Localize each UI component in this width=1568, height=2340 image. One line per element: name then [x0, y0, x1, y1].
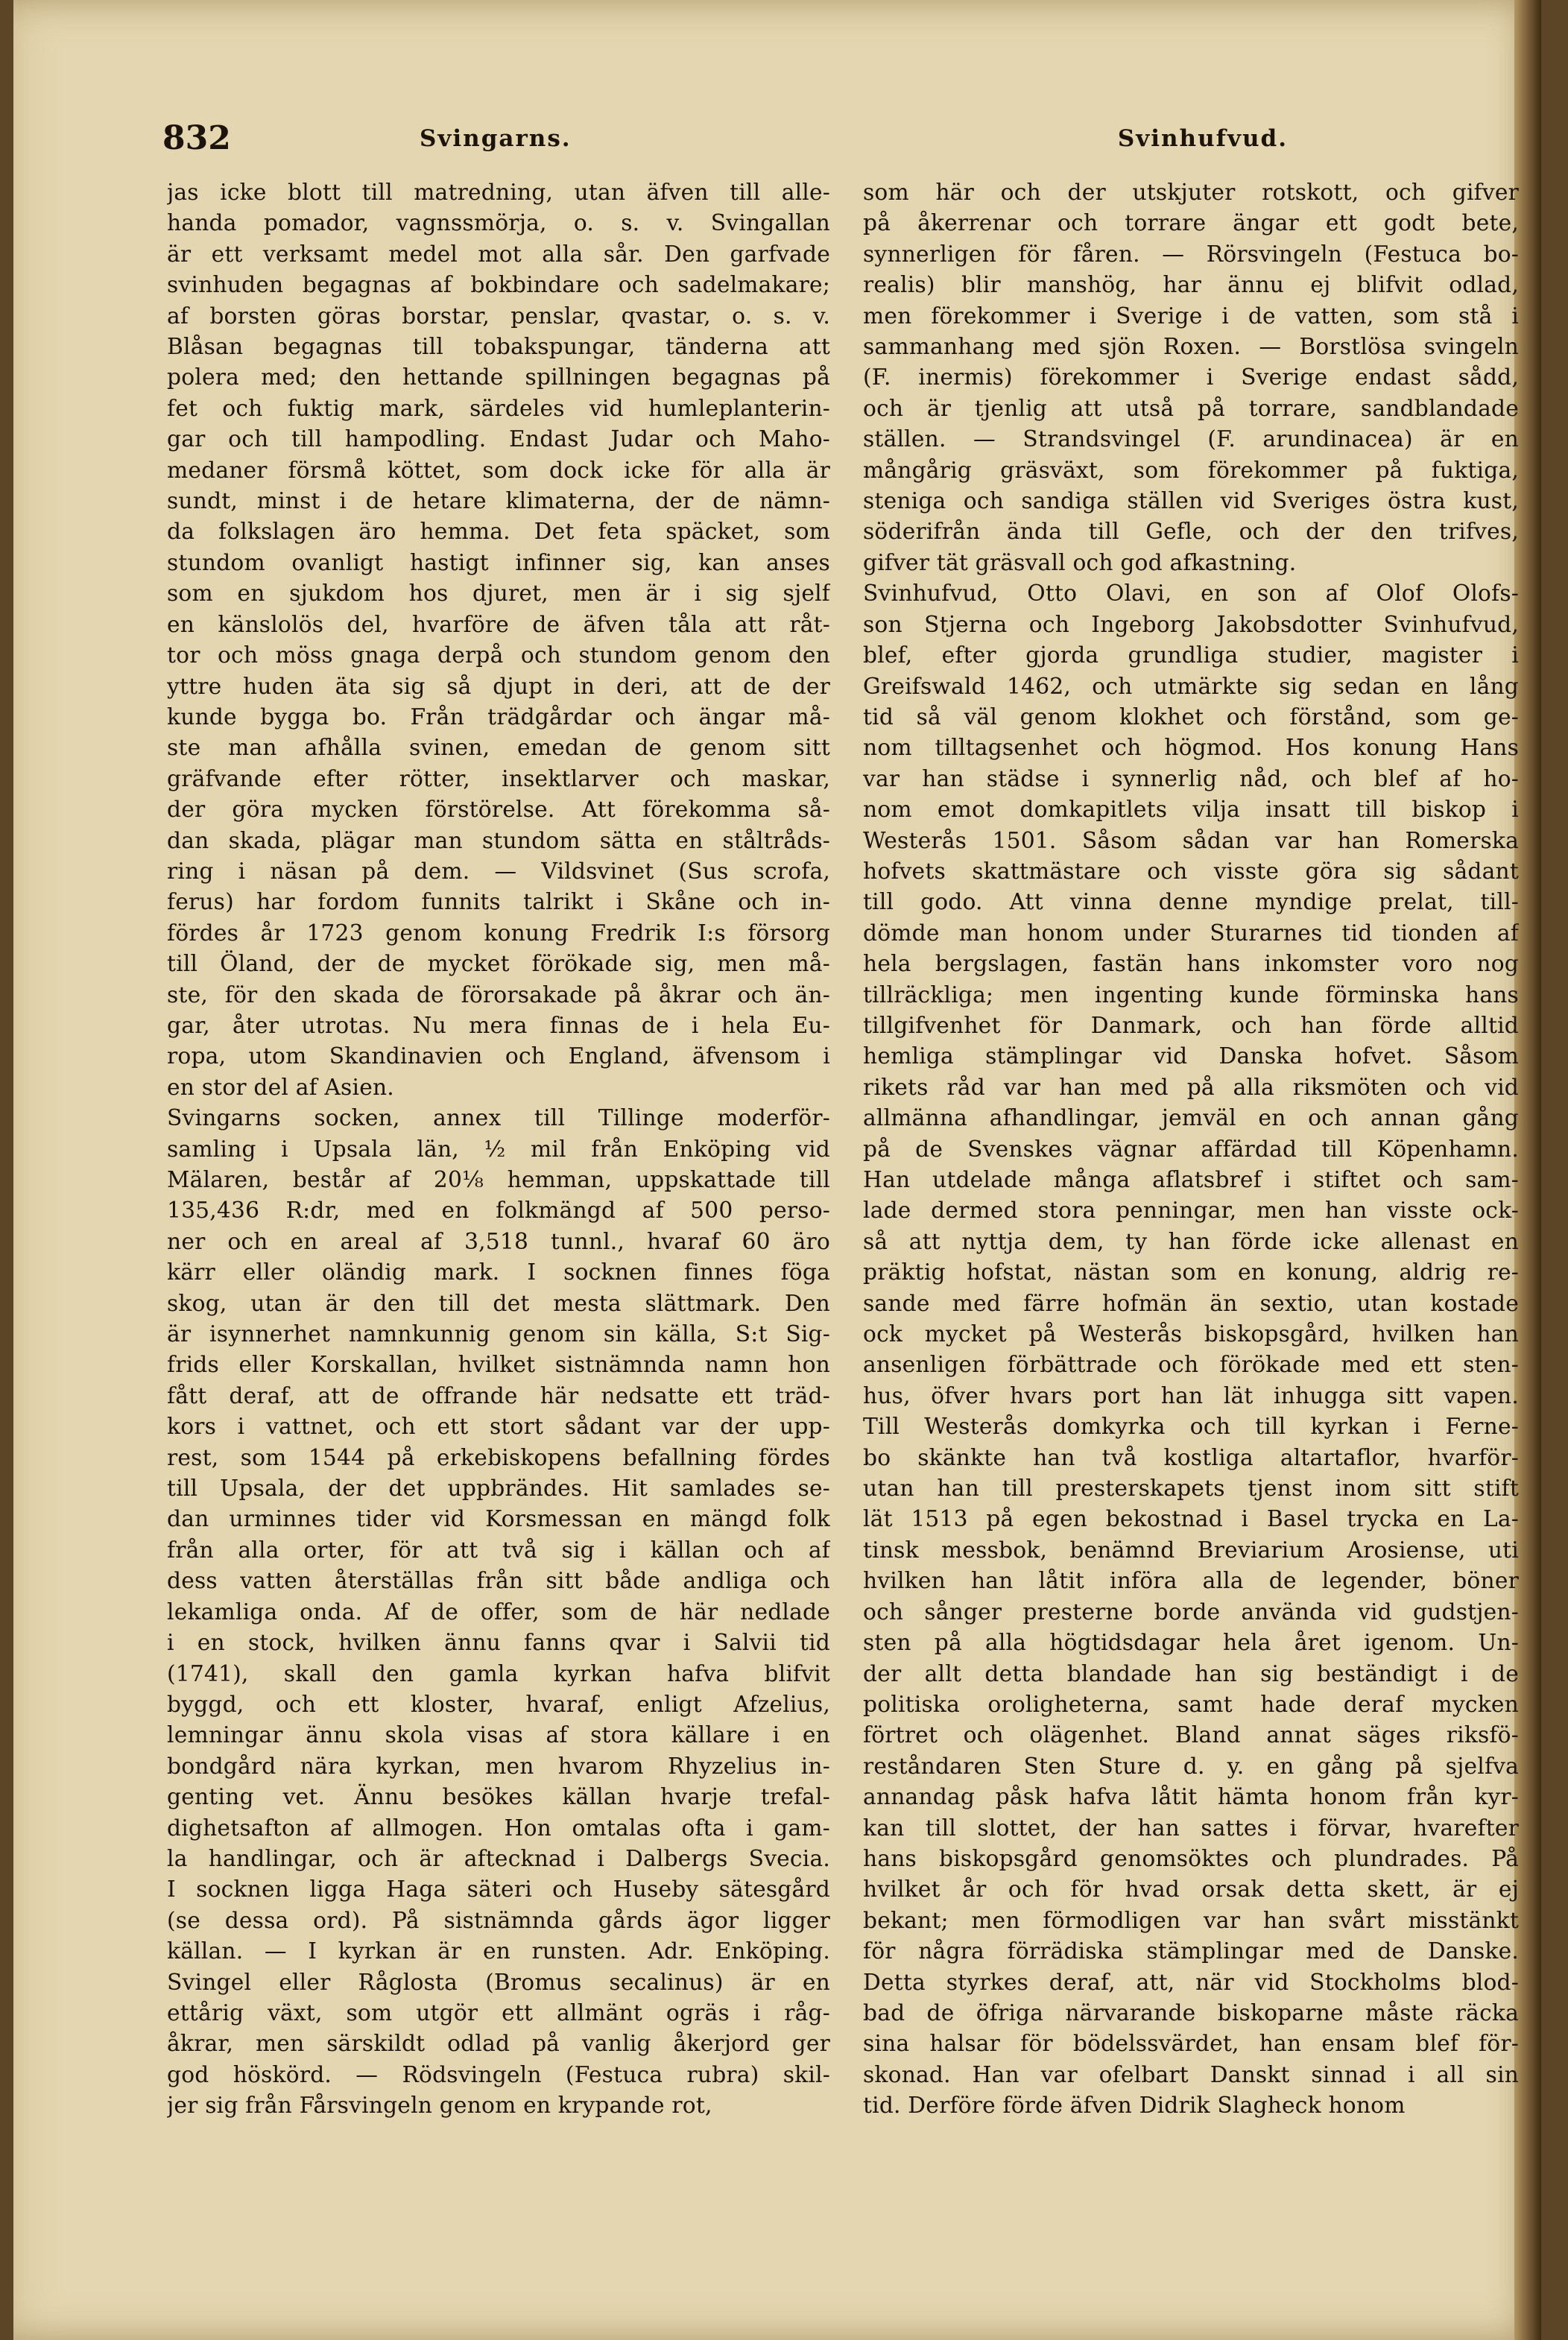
text-line: ste man afhålla svinen, emedan de genom sitt [167, 735, 830, 762]
text-line: fått deraf, att de offrande här nedsatte ett träd- [167, 1382, 830, 1409]
text-line: rikets råd var han med på alla riksmöten och vid [863, 1074, 1519, 1101]
text-line: sande med färre hofmän än sextio, utan kostade [863, 1290, 1519, 1317]
text-line: blef, efter gjorda grundliga studier, magister i [863, 642, 1519, 669]
text-line: jas icke blott till matredning, utan äfven till alle- [167, 180, 830, 206]
text-line: Svingarns socken, annex till Tillinge moderför- [167, 1105, 830, 1132]
text-line: tillräckliga; men ingenting kunde förminska hans [863, 981, 1519, 1008]
text-line: bondgård nära kyrkan, men hvarom Rhyzelius in- [167, 1753, 830, 1780]
text-line: till Upsala, der det uppbrändes. Hit samlades se- [167, 1476, 830, 1502]
text-line: handa pomador, vagnssmörja, o. s. v. Svingallan [167, 210, 830, 237]
text-line: genting vet. Ännu besökes källan hvarje trefal- [167, 1784, 830, 1811]
text-line: tinsk messbok, benämnd Breviarium Arosiense, uti [863, 1537, 1519, 1563]
text-line: hvilket år och för hvad orsak detta skett, är ej [863, 1876, 1519, 1903]
text-line: polera med; den hettande spillningen begagnas på [167, 364, 830, 391]
text-line: hus, öfver hvars port han lät inhugga sitt vapen. [863, 1382, 1519, 1409]
text-line: la handlingar, och är aftecknad i Dalbergs Svecia. [167, 1845, 830, 1872]
text-line: söderifrån ända till Gefle, och der den trifves, [863, 519, 1519, 546]
text-line: fet och fuktig mark, särdeles vid humleplanterin- [167, 395, 830, 422]
text-line: till Öland, der de mycket förökade sig, men må- [167, 951, 830, 978]
text-line: i en stock, hvilken ännu fanns qvar i Salvii tid [167, 1630, 830, 1657]
text-line: sina halsar för bödelssvärdet, han ensam blef för- [863, 2031, 1519, 2058]
text-line: annandag påsk hafva låtit hämta honom från kyr- [863, 1784, 1519, 1811]
text-line: hemliga stämplingar vid Danska hofvet. Såsom [863, 1043, 1519, 1070]
text-line: Mälaren, består af 20⅛ hemman, uppskattade till [167, 1167, 830, 1193]
text-line: på åkerrenar och torrare ängar ett godt bete, [863, 210, 1519, 237]
text-line: präktig hofstat, nästan som en konung, aldrig re- [863, 1259, 1519, 1286]
text-line: I socknen ligga Haga säteri och Huseby sätesgård [167, 1876, 830, 1903]
text-line: Svingel eller Råglosta (Bromus secalinus) är en [167, 1969, 830, 1996]
text-line: källan. — I kyrkan är en runsten. Adr. Enköping. [167, 1938, 830, 1965]
text-line: byggd, och ett kloster, hvaraf, enligt Afzelius, [167, 1691, 830, 1718]
text-line: lät 1513 på egen bekostnad i Basel trycka en La- [863, 1506, 1519, 1533]
text-line: da folkslagen äro hemma. Det feta späcket, som [167, 519, 830, 546]
text-line: är isynnerhet namnkunnig genom sin källa, S:t Sig- [167, 1321, 830, 1348]
text-line: lekamliga onda. Af de offer, som de här nedlade [167, 1599, 830, 1625]
text-line: dess vatten återställas från sitt både andliga och [167, 1568, 830, 1595]
text-line: ner och en areal af 3,518 tunnl., hvaraf 60 äro [167, 1228, 830, 1255]
text-line: lade dermed stora penningar, men han visste ock- [863, 1198, 1519, 1224]
text-line: 135,436 R:dr, med en folkmängd af 500 perso- [167, 1198, 830, 1224]
text-line: hvilken han låtit införa alla de legender, böner [863, 1568, 1519, 1595]
text-line: på de Svenskes vägnar affärdad till Köpenhamn. [863, 1136, 1519, 1163]
text-line: tid. Derföre förde äfven Didrik Slagheck honom [863, 2093, 1406, 2119]
text-line: medaner försmå köttet, som dock icke för alla är [167, 457, 830, 484]
text-line: utan han till presterskapets tjenst inom sitt stift [863, 1476, 1519, 1502]
book-page [13, 0, 1541, 2340]
text-line: åkrar, men särskildt odlad på vanlig åkerjord ger [167, 2031, 830, 2058]
text-line: kärr eller oländig mark. I socknen finnes föga [167, 1259, 830, 1286]
text-line: kan till slottet, der han sattes i förvar, hvarefter [863, 1815, 1519, 1841]
text-line: en känslolös del, hvarföre de äfven tåla att råt- [167, 611, 830, 638]
text-line: skog, utan är den till det mesta slättmark. Den [167, 1290, 830, 1317]
text-line: ferus) har fordom funnits talrikt i Skåne och in- [167, 889, 830, 916]
text-line: svinhuden begagnas af bokbindare och sadelmakare; [167, 272, 830, 299]
text-line: sten på alla högtidsdagar hela året igenom. Un- [863, 1630, 1519, 1657]
right-text-column [863, 177, 1519, 2122]
left-running-head: Svingarns. [420, 125, 572, 152]
text-line: som en sjukdom hos djuret, men är i sig sjelf [167, 581, 830, 607]
text-line: dan urminnes tider vid Korsmessan en mängd folk [167, 1506, 830, 1533]
left-text-column [167, 177, 830, 2122]
text-line: hofvets skattmästare och visste göra sig sådant [863, 858, 1519, 885]
page-number: 832 [162, 119, 231, 157]
text-line: der allt detta blandade han sig beständigt i de [863, 1660, 1519, 1687]
text-line: till godo. Att vinna denne myndige prelat, till- [863, 889, 1519, 916]
text-line: är ett verksamt medel mot alla sår. Den garfvade [167, 241, 830, 268]
text-line: och är tjenlig att utså på torrare, sandblandade [863, 395, 1519, 422]
text-line: skonad. Han var ofelbart Danskt sinnad i all sin [863, 2061, 1519, 2088]
text-line: gar, åter utrotas. Nu mera finnas de i hela Eu- [167, 1012, 830, 1039]
text-line: jer sig från Fårsvingeln genom en krypande rot, [167, 2093, 712, 2119]
text-line: samling i Upsala län, ½ mil från Enköping vid [167, 1136, 830, 1163]
text-line: son Stjerna och Ingeborg Jakobsdotter Svinhufvud, [863, 611, 1519, 638]
text-line: tillgifvenhet för Danmark, och han förde alltid [863, 1012, 1519, 1039]
text-line: Till Westerås domkyrka och till kyrkan i Ferne- [863, 1414, 1519, 1441]
text-line: nom tilltagsenhet och högmod. Hos konung Hans [863, 735, 1519, 762]
text-line: dömde man honom under Sturarnes tid tionden af [863, 920, 1519, 946]
text-line: gräfvande efter rötter, insektlarver och maskar, [167, 765, 830, 792]
text-line: dighetsafton af allmogen. Hon omtalas ofta i gam- [167, 1815, 830, 1841]
text-line: frids eller Korskallan, hvilket sistnämnda namn hon [167, 1352, 830, 1379]
text-line: ansenligen förbättrade och förökade med ett sten- [863, 1352, 1519, 1379]
text-line: Svinhufvud, Otto Olavi, en son af Olof Olofs- [863, 581, 1519, 607]
text-line: för några förrädiska stämplingar med de Danske. [863, 1938, 1519, 1965]
text-line: sammanhang med sjön Roxen. — Borstlösa svingeln [863, 334, 1519, 361]
text-line: bo skänkte han två kostliga altartaflor, hvarför- [863, 1444, 1519, 1471]
text-line: bad de öfriga närvarande biskoparne måste räcka [863, 1999, 1519, 2026]
text-line: nom emot domkapitlets vilja insatt till biskop i [863, 797, 1519, 823]
text-line: Greifswald 1462, och utmärkte sig sedan en lång [863, 673, 1519, 700]
text-line: Westerås 1501. Såsom sådan var han Romerska [863, 827, 1519, 854]
text-line: förtret och olägenhet. Bland annat säges riksfö- [863, 1722, 1519, 1749]
text-line: Blåsan begagnas till tobakspungar, tänderna att [167, 334, 830, 361]
text-line: och sånger presterne borde använda vid gudstjen- [863, 1599, 1519, 1625]
text-line: lemningar ännu skola visas af stora källare i en [167, 1722, 830, 1749]
text-line: så att nyttja dem, ty han förde icke allenast en [863, 1228, 1519, 1255]
text-line: (se dessa ord). På sistnämnda gårds ägor ligger [167, 1907, 830, 1934]
text-line: gar och till hampodling. Endast Judar och Maho- [167, 426, 830, 453]
text-line: af borsten göras borstar, penslar, qvastar, o. s. v. [167, 303, 830, 329]
text-line: ring i näsan på dem. — Vildsvinet (Sus scrofa, [167, 858, 830, 885]
text-line: en stor del af Asien. [167, 1074, 394, 1101]
text-line: ste, för den skada de förorsakade på åkrar och än- [167, 981, 830, 1008]
text-line: fördes år 1723 genom konung Fredrik I:s försorg [167, 920, 830, 946]
text-line: dan skada, plägar man stundom sätta en ståltråds- [167, 827, 830, 854]
text-line: kors i vattnet, och ett stort sådant var der upp- [167, 1414, 830, 1441]
text-line: ock mycket på Westerås biskopsgård, hvilken han [863, 1321, 1519, 1348]
text-line: var han städse i synnerlig nåd, och blef af ho- [863, 765, 1519, 792]
text-line: som här och der utskjuter rotskott, och gifver [863, 180, 1519, 206]
text-line: reståndaren Sten Sture d. y. en gång på sjelfva [863, 1753, 1519, 1780]
text-line: kunde bygga bo. Från trädgårdar och ängar må- [167, 703, 830, 730]
text-line: mångårig gräsväxt, som förekommer på fuktiga, [863, 457, 1519, 484]
text-line: der göra mycken förstörelse. Att förekomma så- [167, 797, 830, 823]
text-line: realis) blir manshög, har ännu ej blifvit odlad, [863, 272, 1519, 299]
text-line: allmänna afhandlingar, jemväl en och annan gång [863, 1105, 1519, 1132]
text-line: politiska oroligheterna, samt hade deraf mycken [863, 1691, 1519, 1718]
text-line: (1741), skall den gamla kyrkan hafva blifvit [167, 1660, 830, 1687]
text-line: men förekommer i Sverige i de vatten, som stå i [863, 303, 1519, 329]
text-line: hans biskopsgård genomsöktes och plundrades. På [863, 1845, 1519, 1872]
text-line: god höskörd. — Rödsvingeln (Festuca rubra) skil- [167, 2061, 830, 2088]
page-header [162, 119, 1288, 156]
text-line: från alla orter, för att två sig i källan och af [167, 1537, 830, 1563]
text-line: synnerligen för fåren. — Rörsvingeln (Festuca bo- [863, 241, 1519, 268]
text-line: tid så väl genom klokhet och förstånd, som ge- [863, 703, 1519, 730]
text-line: Han utdelade många aflatsbref i stiftet och sam- [863, 1167, 1519, 1193]
text-line: bekant; men förmodligen var han svårt misstänkt [863, 1907, 1519, 1934]
text-line: yttre huden äta sig så djupt in deri, att de der [167, 673, 830, 700]
text-line: ettårig växt, som utgör ett allmänt ogräs i råg- [167, 1999, 830, 2026]
text-line: sundt, minst i de hetare klimaterna, der de nämn- [167, 488, 830, 515]
text-line: Detta styrkes deraf, att, när vid Stockholms blod- [863, 1969, 1519, 1996]
text-line: ropa, utom Skandinavien och England, äfvensom i [167, 1043, 830, 1070]
text-line: (F. inermis) förekommer i Sverige endast sådd, [863, 364, 1519, 391]
text-line: gifver tät gräsvall och god afkastning. [863, 549, 1297, 576]
right-running-head: Svinhufvud. [1117, 125, 1288, 152]
text-line: steniga och sandiga ställen vid Sveriges östra kust, [863, 488, 1519, 515]
text-line: rest, som 1544 på erkebiskopens befallning fördes [167, 1444, 830, 1471]
text-line: tor och möss gnaga derpå och stundom genom den [167, 642, 830, 669]
text-line: stundom ovanligt hastigt infinner sig, kan anses [167, 549, 830, 576]
text-line: ställen. — Strandsvingel (F. arundinacea) är en [863, 426, 1519, 453]
text-line: hela bergslagen, fastän hans inkomster voro nog [863, 951, 1519, 978]
